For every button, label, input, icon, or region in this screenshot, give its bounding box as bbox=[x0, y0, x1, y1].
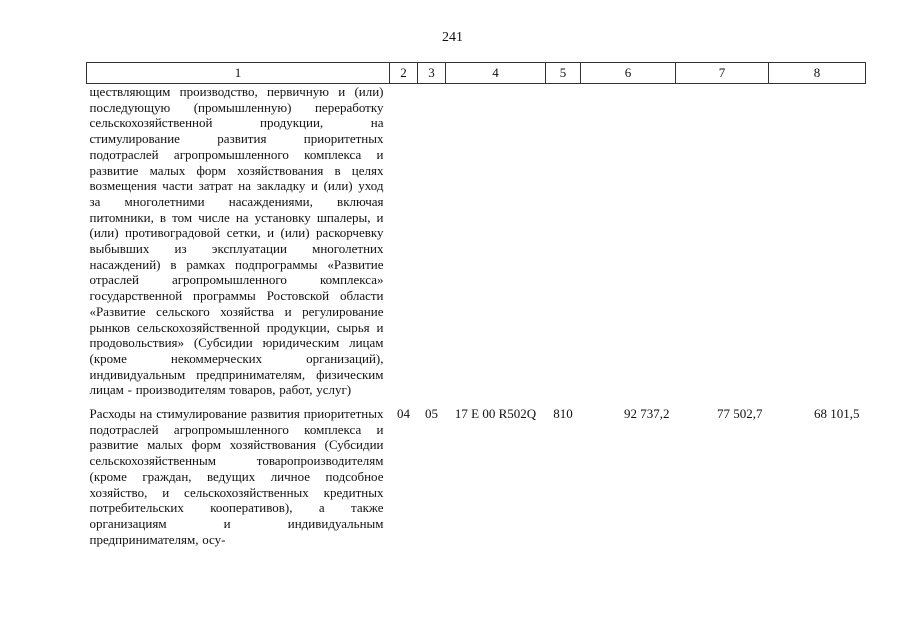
budget-table bbox=[86, 62, 866, 547]
expense-type-cell: 810 bbox=[553, 406, 573, 422]
column-header: 2 bbox=[390, 63, 418, 84]
amount-cell-3: 68 101,5 bbox=[814, 406, 860, 422]
target-article-cell: 17 Е 00 R502Q bbox=[454, 406, 537, 422]
table-row bbox=[87, 406, 866, 547]
column-header: 7 bbox=[676, 63, 769, 84]
amount-cell-2 bbox=[676, 84, 769, 399]
amount-cell-2: 77 502,7 bbox=[717, 406, 763, 422]
amount-cell-3 bbox=[769, 84, 866, 399]
column-header: 6 bbox=[581, 63, 676, 84]
column-header: 5 bbox=[546, 63, 581, 84]
amount-cell-1 bbox=[581, 84, 676, 399]
table-header-row bbox=[87, 63, 866, 84]
subsection-cell bbox=[418, 84, 446, 399]
column-header: 8 bbox=[769, 63, 866, 84]
subsection-cell: 05 bbox=[425, 406, 438, 422]
row-description: Расходы на стимулирование развития приоритетных подотраслей агропромышленного комплекса и развитие малых форм хозяйствования (Субсидии сельскохозяйственным товаропроизводителям (кроме граждан, ведущих личное подсобное хозяйство, и сельскохозяйственных кредитных потребительских кооперативов), а также организациям и индивидуальным предпринимателям, осу- bbox=[89, 406, 384, 547]
column-header: 4 bbox=[446, 63, 546, 84]
expense-type-cell bbox=[546, 84, 581, 399]
section-cell: 04 bbox=[397, 406, 410, 422]
section-cell bbox=[390, 84, 418, 399]
row-description-cell bbox=[87, 406, 390, 547]
target-article-cell bbox=[446, 84, 546, 399]
amount-cell-1: 92 737,2 bbox=[624, 406, 670, 422]
row-description-cell bbox=[87, 84, 390, 399]
row-description: ществляющим производство, первичную и (или) последующую (промышленную) переработку сельскохозяйственной продукции, на стимулирование развития приоритетных подотраслей агропромышленного комплекса и развитие малых форм хозяйствования в целях возмещения части затрат на закладку и (или) уход за многолетними насаждениями, включая питомники, в том числе на установку шпалеры, и (или) противоградовой сетки, и (или) раскорчевку выбывших из эксплуатации многолетних насаждений) в рамках подпрограммы «Развитие отраслей агропромышленного комплекса» государственной программы Ростовской области «Развитие сельского хозяйства и регулирование рынков сельскохозяйственной продукции, сырья и продовольствия» (Субсидии юридическим лицам (кроме некоммерческих организаций), индивидуальным предпринимателям, физическим лицам - производителям товаров, работ, услуг) bbox=[89, 84, 384, 398]
page-number: 241 bbox=[442, 30, 463, 45]
table-row bbox=[87, 84, 866, 399]
row-spacer bbox=[87, 398, 866, 406]
column-header: 1 bbox=[87, 63, 390, 84]
column-header: 3 bbox=[418, 63, 446, 84]
